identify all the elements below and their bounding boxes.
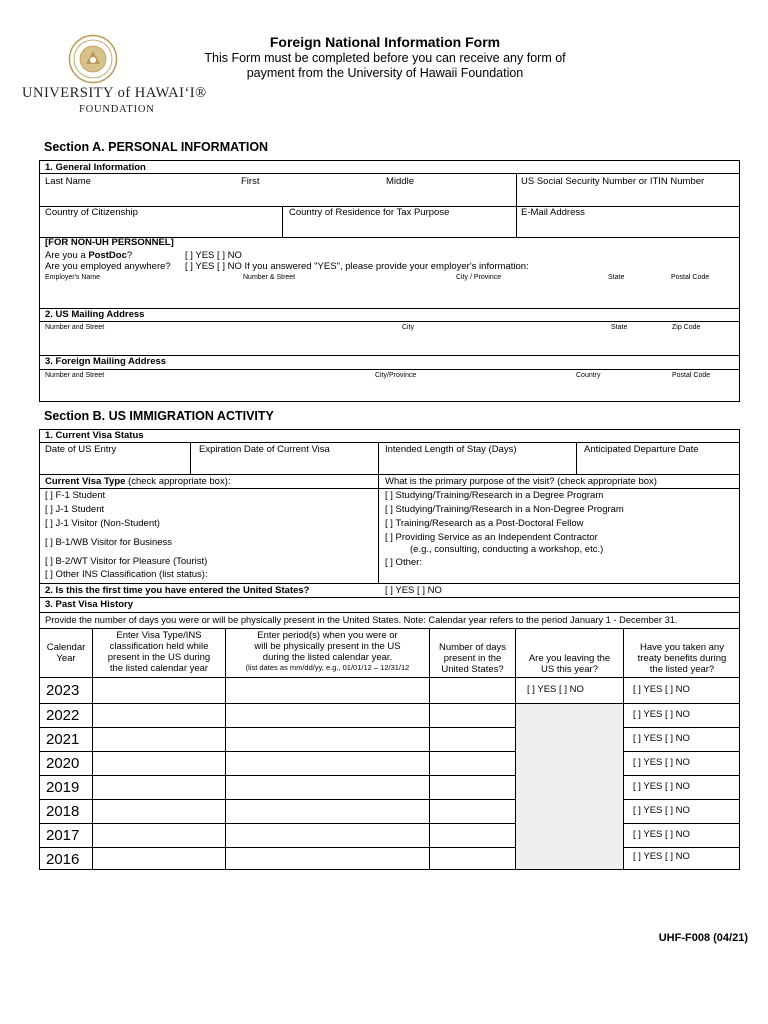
us-mailing-header: 2. US Mailing Address: [45, 309, 145, 320]
entry-date-field[interactable]: Date of US Entry: [45, 444, 117, 455]
foreign-street-field[interactable]: Number and Street: [45, 372, 105, 379]
year-2021: 2021: [46, 731, 80, 748]
treaty-checkboxes-2017[interactable]: [ ] YES [ ] NO: [633, 829, 690, 840]
employer-state-field[interactable]: State: [608, 274, 625, 281]
last-name-field[interactable]: Last Name: [45, 176, 91, 187]
col-header-treaty: Have you taken any treaty benefits during the listed year?: [637, 642, 727, 675]
col-header-days: Number of days present in the United States?: [438, 642, 507, 675]
treaty-checkboxes-2023[interactable]: [ ] YES [ ] NO: [633, 684, 690, 695]
purpose-option-other[interactable]: [ ] Other:: [385, 557, 422, 568]
ssn-field[interactable]: US Social Security Number or ITIN Number: [521, 176, 705, 187]
us-state-field[interactable]: State: [611, 324, 628, 331]
treaty-checkboxes-2018[interactable]: [ ] YES [ ] NO: [633, 805, 690, 816]
non-uh-header: [FOR NON-UH PERSONNEL]: [45, 237, 174, 248]
year-2016: 2016: [46, 851, 80, 868]
employed-question: Are you employed anywhere?: [45, 261, 171, 272]
col-header-leaving: Are you leaving the US this year?: [528, 653, 611, 675]
form-subtitle: [185, 51, 585, 81]
visa-status-header: 1. Current Visa Status: [45, 430, 144, 441]
purpose-option-non-degree[interactable]: [ ] Studying/Training/Research in a Non-Degree Program: [385, 504, 624, 515]
year-2020: 2020: [46, 755, 80, 772]
form-code: UHF-F008 (04/21): [658, 932, 748, 944]
visa-option-j1-visitor[interactable]: [ ] J-1 Visitor (Non-Student): [45, 518, 160, 529]
email-field[interactable]: E-Mail Address: [521, 207, 585, 218]
us-street-field[interactable]: Number and Street: [45, 324, 105, 331]
treaty-checkboxes-2022[interactable]: [ ] YES [ ] NO: [633, 709, 690, 720]
section-b-title: Section B. US IMMIGRATION ACTIVITY: [44, 409, 274, 423]
employer-postal-field[interactable]: Postal Code: [671, 274, 710, 281]
form-subtitle-line1: This Form must be completed before you can receive any form of: [204, 51, 566, 65]
form-subtitle-line2: payment from the University of Hawaii Foundation: [246, 66, 524, 80]
treaty-checkboxes-2019[interactable]: [ ] YES [ ] NO: [633, 781, 690, 792]
visa-option-other[interactable]: [ ] Other INS Classification (list status):: [45, 569, 208, 580]
visa-option-b1[interactable]: [ ] B-1/WB Visitor for Business: [45, 537, 173, 548]
treaty-checkboxes-2021[interactable]: [ ] YES [ ] NO: [633, 733, 690, 744]
foreign-mailing-header: 3. Foreign Mailing Address: [45, 356, 167, 367]
col-header-visa: Enter Visa Type/INS classification held while present in the US during the listed calendar year: [107, 630, 211, 674]
year-2022: 2022: [46, 707, 80, 724]
middle-name-field[interactable]: Middle: [386, 176, 414, 187]
leaving-disabled-area: [516, 704, 623, 869]
past-history-header: 3. Past Visa History: [45, 599, 134, 610]
purpose-option-degree[interactable]: [ ] Studying/Training/Research in a Degree Program: [385, 490, 604, 501]
year-2018: 2018: [46, 803, 80, 820]
col-header-period: Enter period(s) when you were or will be physically present in the US during the listed calendar year. (list dates as mm/dd/yy, e.g., 01/01/12 – 12/31/12: [245, 630, 410, 672]
purpose-option-postdoc[interactable]: [ ] Training/Research as a Post-Doctoral Fellow: [385, 518, 584, 529]
visa-option-j1-student[interactable]: [ ] J-1 Student: [45, 504, 105, 515]
purpose-option-contractor[interactable]: [ ] Providing Service as an Independent Contractor: [385, 532, 598, 543]
foreign-city-field[interactable]: City/Province: [375, 372, 417, 379]
foreign-postal-field[interactable]: Postal Code: [672, 372, 711, 379]
stay-length-field[interactable]: Intended Length of Stay (Days): [385, 444, 517, 455]
university-logo: [22, 34, 207, 118]
year-2017: 2017: [46, 827, 80, 844]
year-2023: 2023: [46, 682, 80, 699]
section-a-title: Section A. PERSONAL INFORMATION: [44, 140, 269, 154]
general-info-header: 1. General Information: [45, 162, 146, 173]
residence-field[interactable]: Country of Residence for Tax Purpose: [289, 207, 450, 218]
form-title: Foreign National Information Form: [269, 34, 501, 50]
visa-option-b2[interactable]: [ ] B-2/WT Visitor for Pleasure (Tourist): [45, 556, 208, 567]
treaty-checkboxes-2020[interactable]: [ ] YES [ ] NO: [633, 757, 690, 768]
foreign-country-field[interactable]: Country: [576, 372, 601, 379]
employer-name-field[interactable]: Employer's Name: [45, 274, 101, 281]
postdoc-question: Are you a PostDoc?: [45, 250, 133, 261]
first-time-checkboxes[interactable]: [ ] YES [ ] NO: [385, 585, 442, 596]
employer-city-field[interactable]: City / Province: [456, 274, 502, 281]
first-time-question: 2. Is this the first time you have entered the United States?: [45, 585, 310, 596]
employed-checkboxes[interactable]: [ ] YES [ ] NO If you answered "YES", please provide your employer's information:: [185, 261, 529, 272]
us-city-field[interactable]: City: [402, 324, 415, 331]
treaty-checkboxes-2016[interactable]: [ ] YES [ ] NO: [633, 851, 690, 862]
purpose-contractor-note: (e.g., consulting, conducting a workshop, etc.): [410, 544, 604, 555]
first-name-field[interactable]: First: [241, 176, 260, 187]
citizenship-field[interactable]: Country of Citizenship: [45, 207, 138, 218]
year-2019: 2019: [46, 779, 80, 796]
leaving-checkboxes-2023[interactable]: [ ] YES [ ] NO: [527, 684, 584, 695]
departure-date-field[interactable]: Anticipated Departure Date: [584, 444, 699, 455]
visa-option-f1[interactable]: [ ] F-1 Student: [45, 490, 106, 501]
employer-street-field[interactable]: Number & Street: [243, 274, 296, 281]
expiration-date-field[interactable]: Expiration Date of Current Visa: [199, 444, 330, 455]
visa-type-label: Current Visa Type (check appropriate box):: [45, 476, 231, 487]
org-foundation: FOUNDATION: [79, 104, 155, 115]
past-history-note: Provide the number of days you were or will be physically present in the United States. Note: Calendar year refers to the period January 1 - December 31.: [45, 615, 678, 625]
col-header-year: Calendar Year: [46, 642, 86, 664]
us-zip-field[interactable]: Zip Code: [672, 324, 701, 331]
org-name: UNIVERSITY of HAWAI‘I®: [22, 85, 207, 101]
postdoc-checkboxes[interactable]: [ ] YES [ ] NO: [185, 250, 242, 261]
seal-icon: [68, 34, 118, 84]
purpose-label: What is the primary purpose of the visit? (check appropriate box): [385, 476, 657, 487]
